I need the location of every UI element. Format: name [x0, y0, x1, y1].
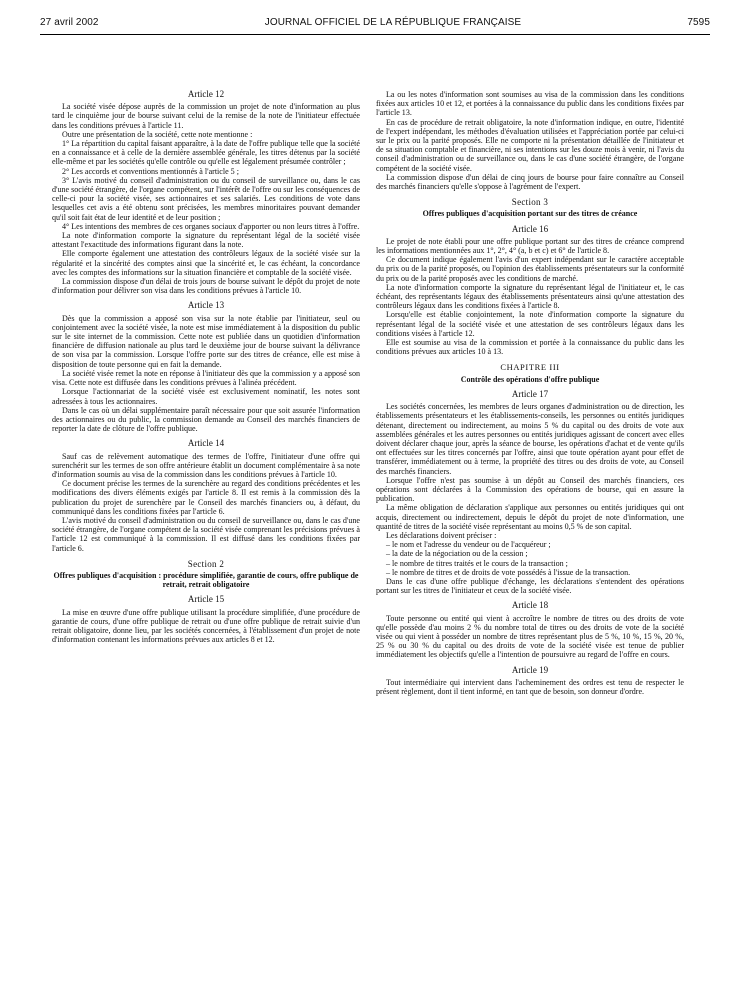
- article-12-paragraph: Outre une présentation de la société, cette note mentionne :: [62, 129, 253, 139]
- article-15-paragraph: La mise en œuvre d'une offre publique utilisant la procédure simplifiée, d'une procédure de garantie de cours, d'une offre publique de retrait ou d'une offre publique de retrait suivie d'un retrait obligatoire, donne lieu, par les sociétés concernées, à l'établissement d'un projet de note d'information contenant les informations prévues aux articles 8 et 12.: [52, 607, 360, 645]
- article-17-list-item: – le nom et l'adresse du vendeur ou de l'acquéreur ;: [386, 540, 551, 550]
- article-13-title: Article 13: [187, 300, 225, 311]
- article-19-title: Article 19: [511, 664, 549, 675]
- article-17-list-item: – la date de la négociation ou de la cession ;: [386, 549, 528, 559]
- right-column: [376, 90, 684, 696]
- article-12-paragraph: La commission dispose d'un délai de trois jours de bourse suivant le dépôt du projet de note d'information pour délivrer son visa dans les conditions prévues à l'article 10.: [52, 277, 360, 296]
- article-12-paragraph: 3° L'avis motivé du conseil d'administration ou du conseil de surveillance ou, dans le cas d'une société étrangère, de l'organe compétent, sur l'intérêt de l'offre ou sur les conséquences de celle-ci pour la société visée, ses actionnaires et ses salariés. Les conditions de vote dans lesquelles cet avis a été obtenu sont précisées, les membres minoritaires pouvant demander qu'il soit fait état de leur identité et de leur position ;: [52, 175, 360, 222]
- article-16-paragraph: Lorsqu'elle est établie conjointement, la note d'information comporte la signature du représentant légal de la société visée et une attestation de ses contrôleurs légaux dans les conditions visées à l'article 12.: [376, 310, 684, 338]
- article-15-paragraph: La commission dispose d'un délai de cinq jours de bourse pour faire connaître au Conseil des marchés financiers qu'elle s'oppose à l'agrément de l'expert.: [376, 172, 684, 192]
- article-18-paragraph: Toute personne ou entité qui vient à accroître le nombre de titres ou des droits de vote qu'elle possède d'au moins 2 % du nombre total de titres ou des droits de vote de la société visée ou qui vient à posséder un nombre de titres représentant plus de 5 %, 10 %, 15 %, 20 %, 25 % ou 30 % du capital ou des droits de vote de la société visée est tenue de publier immédiatement les objectifs qu'elle a l'intention de poursuivre au regard de l'offre en cours.: [376, 613, 684, 660]
- article-16-paragraph: La note d'information comporte la signature du représentant légal de l'initiateur et, le cas échéant, des représentants légaux des établissements présentateurs ainsi qu'une attestation des contrôleurs légaux dans les conditions fixées à l'article 8.: [376, 282, 684, 311]
- article-12-paragraph: 2° Les accords et conventions mentionnés à l'article 5 ;: [62, 166, 239, 176]
- article-17-list-item: – le nombre de titres traités et le cours de la transaction ;: [386, 558, 568, 568]
- article-12-paragraph: 4° Les intentions des membres de ces organes sociaux d'apporter ou non leurs titres à l'offre.: [62, 221, 360, 231]
- section-2-title: Section 2: [187, 558, 225, 569]
- article-12-paragraph: 1° La répartition du capital faisant apparaître, à la date de l'offre publique telle que la société en a connaissance et à celle de la dernière assemblée générale, les titres détenus par la société elle-même et par les sociétés qu'elle contrôle ou qu'elle est légalement présumée contrôler ;: [52, 139, 360, 167]
- article-17-paragraph: Lorsque l'offre n'est pas soumise à un dépôt au Conseil des marchés financiers, ces opérations sont déclarées à la Commission des opérations de bourse, qui en assure la publication.: [376, 475, 684, 504]
- article-16-title: Article 16: [511, 223, 549, 234]
- article-12-paragraph: La note d'information comporte la signature du représentant légal de la société visée attestant l'exactitude des informations figurant dans la note.: [52, 231, 360, 250]
- article-13-paragraph: La société visée remet la note en réponse à l'initiateur dès que la commission y a apposé son visa. Cette note est diffusée dans les conditions prévues à l'alinéa précédent.: [52, 368, 360, 388]
- article-12-title: Article 12: [187, 89, 225, 99]
- article-13-paragraph: Lorsque l'actionnariat de la société visée est exclusivement nominatif, les notes sont adressées à tous les actionnaires.: [52, 387, 360, 406]
- body-columns: [52, 90, 684, 696]
- article-12-paragraph: Elle comporte également une attestation des contrôleurs légaux de la société visée sur la régularité et la sincérité des comptes ainsi que la sincérité et, le cas échéant, la concordance avec les comptes des informations sur la situation financière et comptable de la société visée.: [52, 249, 360, 277]
- article-16-paragraph: Elle est soumise au visa de la commission et portée à la connaissance du public dans les conditions prévues aux articles 10 à 13.: [376, 338, 684, 357]
- article-17-title: Article 17: [511, 388, 549, 399]
- page-header: [40, 14, 710, 30]
- article-14-paragraph: L'avis motivé du conseil d'administration ou du conseil de surveillance ou, dans le cas d'une société étrangère, de l'organe compétent de la société visée comprenant les précisions prévues à l'article 12 est communiqué à la commission. Il est diffusé dans les conditions fixées par l'article 6.: [52, 515, 360, 553]
- article-17-paragraph: Les sociétés concernées, les membres de leurs organes d'administration ou de direction, les établissements présentateurs et les établissements-conseils, les personnes ou entités juridiques détenant, directement ou indirectement, au moins 5 % du capital ou des droits de vote aux assemblées générales et les autres personnes ou entités juridiques agissant de concert avec elles doivent déclarer chaque jour, après la séance de bourse, les opérations d'achat et de vente qu'ils ont effectuées sur les titres concernés par l'offre, ainsi que toute opération ayant pour effet de transférer, immédiatement ou à terme, la propriété des titres ou des droits de vote, au Conseil des marchés financiers.: [376, 402, 684, 476]
- article-16-paragraph: Ce document indique également l'avis d'un expert indépendant sur le caractère acceptable du prix ou de la parité proposés, ou l'opinion des établissements présentateurs sur la conformité du prix ou de la parité proposés avec les conditions de marché.: [376, 255, 684, 283]
- article-17-paragraph: Les déclarations doivent préciser :: [386, 530, 497, 540]
- article-17-paragraph: Dans le cas d'une offre publique d'échange, les déclarations s'entendent des opérations portant sur les titres de l'initiateur et ceux de la société visée.: [376, 576, 684, 596]
- section-3-title: Section 3: [511, 197, 549, 208]
- header-rule: [40, 34, 710, 35]
- article-15-title: Article 15: [187, 594, 225, 605]
- section-3-subtitle: Offres publiques d'acquisition portant sur des titres de créance: [422, 209, 638, 219]
- article-13-paragraph: Dès que la commission a apposé son visa sur la note établie par l'initiateur, seul ou conjointement avec la société visée, la note est mise immédiatement à la disposition du public sur le site internet de la commission. Cette note est publiée dans un quotidien d'information financière de diffusion nationale au plus tard le deuxième jour de bourse suivant la délivrance de son visa par la commission. Lorsque l'offre porte sur des titres de créance, elle est mise à disposition de toute personne qui en fait la demande.: [52, 313, 360, 369]
- article-14-paragraph: Ce document précise les termes de la surenchère au regard des conditions précédentes et les modifications des divers éléments exigés par l'article 8. Il est remis à la commission dès la publication du projet de surenchère par le Conseil des marchés financiers ou, à défaut, du communiqué dans les conditions fixées par l'article 6.: [52, 479, 360, 516]
- header-date: 27 avril 2002: [40, 16, 99, 28]
- header-journal-title: JOURNAL OFFICIEL DE LA RÉPUBLIQUE FRANÇAISE: [264, 16, 522, 28]
- section-2-subtitle: Offres publiques d'acquisition : procédure simplifiée, garantie de cours, offre publique de retrait, retrait obligatoire: [53, 570, 359, 590]
- article-19-paragraph: Tout intermédiaire qui intervient dans l'acheminement des ordres est tenu de respecter le présent règlement, dont il tient informé, en tant que de besoin, son donneur d'ordre.: [376, 677, 684, 696]
- article-17-paragraph: La même obligation de déclaration s'applique aux personnes ou entités juridiques qui ont acquis, directement ou indirectement, depuis le dépôt du projet de note d'information, une quantité de titres de la société visée représentant au moins 0,5 % de son capital.: [376, 503, 684, 531]
- article-15-paragraph: En cas de procédure de retrait obligatoire, la note d'information indique, en outre, l'identité de l'expert indépendant, les méthodes d'évaluation utilisées et l'appréciation portée par celui-ci sur le prix ou la parité proposés. Elle ne comporte ni la présentation détaillée de l'initiateur et de sa situation comptable et financière, ni ses intentions sur les douze mois à venir, ni l'avis du conseil d'administration ou de surveillance ou, dans le cas d'une société étrangère, de l'organe compétent de la société visée.: [376, 117, 684, 173]
- chapter-3-subtitle: Contrôle des opérations d'offre publique: [460, 374, 600, 384]
- article-14-paragraph: Sauf cas de relèvement automatique des termes de l'offre, l'initiateur d'une offre qui surenchérit sur les termes de son offre antérieure établit un document complémentaire à sa note d'information soumis au visa de la commission dans les conditions prévues à l'article 10.: [52, 451, 360, 479]
- article-14-title: Article 14: [187, 438, 225, 449]
- article-17-list-item: – le nombre de titres et de droits de vote possédés à l'issue de la transaction.: [386, 567, 631, 577]
- article-12-paragraph: La société visée dépose auprès de la commission un projet de note d'information au plus tard le cinquième jour de bourse suivant celui de la remise de la note de l'initiateur effectuée dans les conditions prévues à l'article 11.: [52, 102, 360, 130]
- left-column: [52, 90, 360, 696]
- article-16-paragraph: Le projet de note établi pour une offre publique portant sur des titres de créance comprend les informations mentionnées aux 1°, 2°, 4° (a, b et c) et 6° de l'article 8.: [376, 236, 684, 256]
- chapter-3-title: CHAPITRE III: [500, 362, 560, 373]
- article-13-paragraph: Dans le cas où un délai supplémentaire paraît nécessaire pour que soit assurée l'information des actionnaires ou du public, la commission demande au Conseil des marchés financiers de reporter la date de clôture de l'offre publique.: [52, 405, 360, 434]
- header-page-number: 7595: [687, 16, 710, 28]
- article-18-title: Article 18: [511, 600, 549, 611]
- article-15-paragraph: La ou les notes d'information sont soumises au visa de la commission dans les conditions fixées aux articles 10 et 12, et portées à la connaissance du public dans les conditions fixées par l'article 13.: [376, 90, 684, 118]
